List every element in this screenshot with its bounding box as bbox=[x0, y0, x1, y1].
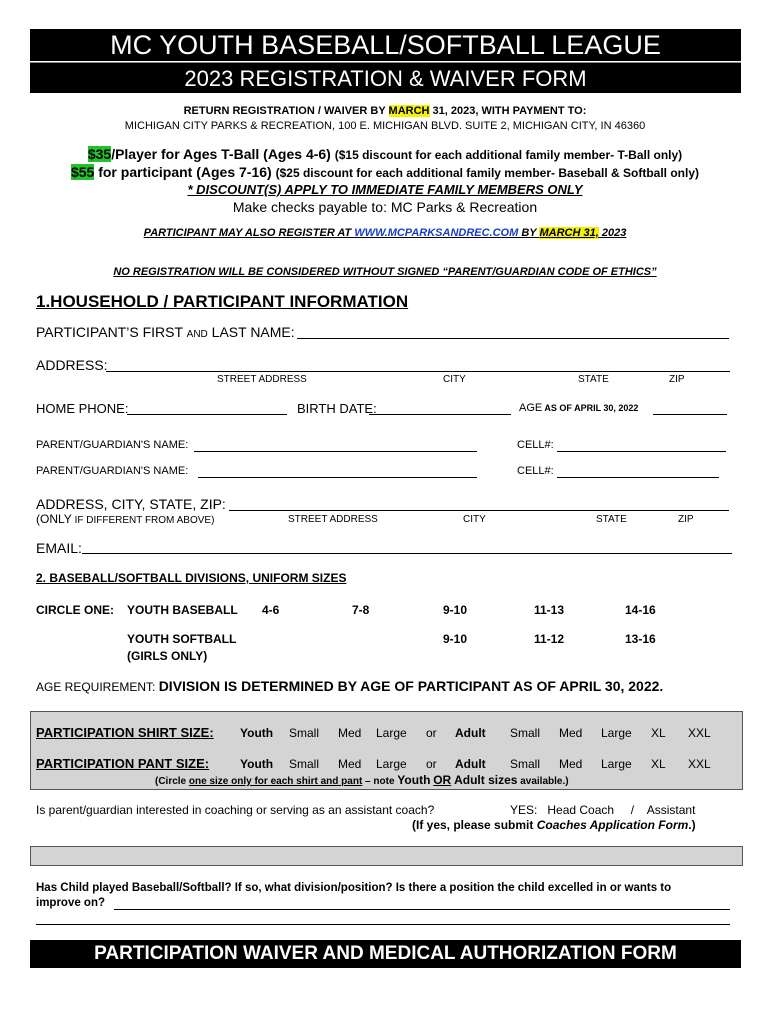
age-field[interactable] bbox=[653, 414, 727, 415]
youth-baseball-label: YOUTH BASEBALL bbox=[127, 603, 238, 617]
return-deadline: RETURN REGISTRATION / WAIVER BY MARCH 31, 2023, WITH PAYMENT TO: bbox=[183, 105, 587, 117]
divider-shaded-bar bbox=[30, 846, 743, 866]
pant-size-option[interactable]: Small bbox=[510, 757, 541, 771]
softball-division-option[interactable]: 13-16 bbox=[625, 632, 656, 646]
participant-name-field[interactable] bbox=[297, 338, 729, 339]
parent2-cell-label: CELL#: bbox=[517, 465, 554, 477]
experience-answer-field[interactable] bbox=[114, 909, 730, 910]
youth-softball-label: YOUTH SOFTBALL bbox=[127, 632, 237, 646]
shirt-size-option[interactable]: Large bbox=[601, 726, 632, 740]
pant-size-option[interactable]: Large bbox=[601, 757, 632, 771]
alt-zip-caption: ZIP bbox=[678, 514, 694, 525]
parent1-name-field[interactable] bbox=[194, 451, 477, 452]
alt-address-label: ADDRESS, CITY, STATE, ZIP: bbox=[36, 496, 226, 512]
form-title-bar bbox=[30, 29, 741, 61]
shirt-size-option[interactable]: XXL bbox=[688, 726, 711, 740]
coach-options[interactable]: YES: Head Coach / Assistant bbox=[510, 803, 696, 817]
section2-heading: 2. BASEBALL/SOFTBALL DIVISIONS, UNIFORM SIZES bbox=[36, 571, 347, 585]
shirt-adult-label: Adult bbox=[455, 726, 486, 740]
experience-answer-field-2[interactable] bbox=[36, 924, 730, 925]
girls-only-label: (GIRLS ONLY) bbox=[127, 649, 208, 663]
birth-date-label: BIRTH DATE: bbox=[297, 401, 377, 416]
ethics-notice: NO REGISTRATION WILL BE CONSIDERED WITHOUT SIGNED “PARENT/GUARDIAN CODE OF ETHICS” bbox=[113, 266, 657, 278]
pant-adult-label: Adult bbox=[455, 757, 486, 771]
shirt-size-option[interactable]: XL bbox=[651, 726, 666, 740]
parent2-name-field[interactable] bbox=[198, 477, 477, 478]
birth-date-field[interactable] bbox=[369, 414, 511, 415]
shirt-size-option[interactable]: Med bbox=[338, 726, 362, 740]
email-label: EMAIL: bbox=[36, 540, 82, 556]
coach-question: Is parent/guardian interested in coaching or serving as an assistant coach? bbox=[36, 803, 435, 817]
address-field[interactable] bbox=[106, 371, 730, 372]
online-deadline-date: MARCH 31, bbox=[539, 227, 599, 239]
shirt-or-label: or bbox=[426, 726, 437, 740]
age-requirement: AGE REQUIREMENT: DIVISION IS DETERMINED BY AGE OF PARTICIPANT AS OF APRIL 30, 2022. bbox=[36, 678, 664, 694]
participant-fee-line: $55 for participant (Ages 7-16) ($25 discount for each additional family member- Baseball & Softball only) bbox=[70, 164, 700, 180]
tball-fee-line: $35/Player for Ages T-Ball (Ages 4-6) ($15 discount for each additional family member- T-Ball only) bbox=[87, 146, 683, 162]
registration-url-link[interactable]: WWW.MCPARKSANDREC.COM bbox=[354, 227, 519, 239]
pant-size-option[interactable]: Med bbox=[559, 757, 583, 771]
size-circle-note: (Circle one size only for each shirt and pant – note Youth OR Adult sizes available.) bbox=[155, 773, 569, 787]
pant-size-option[interactable]: XXL bbox=[688, 757, 711, 771]
waiver-heading: PARTICIPATION WAIVER AND MEDICAL AUTHORIZATION FORM bbox=[94, 943, 677, 964]
alt-address-qualifier: (ONLY IF DIFFERENT FROM ABOVE) bbox=[36, 512, 215, 526]
pant-size-option[interactable]: Small bbox=[289, 757, 320, 771]
alt-city-caption: CITY bbox=[463, 514, 486, 525]
tball-price: $35 bbox=[87, 146, 112, 162]
shirt-size-option[interactable]: Small bbox=[510, 726, 541, 740]
age-label: AGE AS OF APRIL 30, 2022 bbox=[519, 402, 639, 414]
home-phone-label: HOME PHONE: bbox=[36, 401, 129, 416]
baseball-division-option[interactable]: 9-10 bbox=[443, 603, 468, 617]
experience-question: Has Child played Baseball/Softball? If so, what division/position? Is there a position the child excelled in or wants to bbox=[36, 882, 672, 894]
shirt-size-option[interactable]: Large bbox=[376, 726, 407, 740]
baseball-division-option[interactable]: 4-6 bbox=[262, 603, 280, 617]
alt-state-caption: STATE bbox=[596, 514, 627, 525]
baseball-division-option[interactable]: 11-13 bbox=[534, 603, 565, 617]
section1-heading: 1.HOUSEHOLD / PARTICIPANT INFORMATION bbox=[36, 292, 409, 311]
participant-name-label: PARTICIPANT’S FIRST AND LAST NAME: bbox=[36, 324, 295, 340]
waiver-heading-bar bbox=[30, 940, 741, 968]
baseball-division-option[interactable]: 7-8 bbox=[352, 603, 370, 617]
shirt-size-option[interactable]: Med bbox=[559, 726, 583, 740]
pant-size-option[interactable]: Large bbox=[376, 757, 407, 771]
parent2-cell-field[interactable] bbox=[557, 477, 719, 478]
return-address: MICHIGAN CITY PARKS & RECREATION, 100 E. MICHIGAN BLVD. SUITE 2, MICHIGAN CITY, IN 46360 bbox=[124, 120, 646, 132]
baseball-division-option[interactable]: 14-16 bbox=[625, 603, 656, 617]
pant-size-option[interactable]: XL bbox=[651, 757, 666, 771]
circle-one-label: CIRCLE ONE: bbox=[36, 603, 114, 617]
online-registration-note: PARTICIPANT MAY ALSO REGISTER AT WWW.MCPARKSANDREC.COM BY MARCH 31, 2023 bbox=[143, 227, 627, 239]
participant-price: $55 bbox=[70, 164, 95, 180]
parent1-name-label: PARENT/GUARDIAN'S NAME: bbox=[36, 439, 189, 451]
pant-youth-label: Youth bbox=[240, 757, 274, 771]
state-caption: STATE bbox=[578, 374, 609, 385]
shirt-youth-label: Youth bbox=[240, 726, 274, 740]
home-phone-field[interactable] bbox=[127, 414, 287, 415]
softball-division-option[interactable]: 9-10 bbox=[443, 632, 468, 646]
alt-street-caption: STREET ADDRESS bbox=[288, 514, 378, 525]
deadline-month: MARCH bbox=[388, 105, 430, 117]
improve-on-label: improve on? bbox=[36, 897, 106, 909]
address-label: ADDRESS: bbox=[36, 357, 108, 373]
softball-division-option[interactable]: 11-12 bbox=[534, 632, 565, 646]
zip-caption: ZIP bbox=[669, 374, 685, 385]
pant-size-option[interactable]: Med bbox=[338, 757, 362, 771]
email-field[interactable] bbox=[82, 553, 732, 554]
pant-size-label: PARTICIPATION PANT SIZE: bbox=[36, 756, 210, 771]
shirt-size-label: PARTICIPATION SHIRT SIZE: bbox=[36, 725, 214, 740]
parent2-name-label: PARENT/GUARDIAN'S NAME: bbox=[36, 465, 189, 477]
shirt-size-option[interactable]: Small bbox=[289, 726, 320, 740]
pant-or-label: or bbox=[426, 757, 437, 771]
parent1-cell-label: CELL#: bbox=[517, 439, 554, 451]
city-caption: CITY bbox=[443, 374, 466, 385]
checks-payable: Make checks payable to: MC Parks & Recreation bbox=[232, 199, 538, 215]
coach-application-note: (If yes, please submit Coaches Application Form.) bbox=[412, 818, 696, 832]
discount-note: * DISCOUNT(S) APPLY TO IMMEDIATE FAMILY MEMBERS ONLY bbox=[187, 182, 583, 197]
alt-address-field[interactable] bbox=[229, 510, 729, 511]
parent1-cell-field[interactable] bbox=[557, 451, 726, 452]
street-address-caption: STREET ADDRESS bbox=[217, 374, 307, 385]
form-subtitle: 2023 REGISTRATION & WAIVER FORM bbox=[184, 66, 587, 91]
form-title: MC YOUTH BASEBALL/SOFTBALL LEAGUE bbox=[110, 30, 661, 60]
form-subtitle-bar bbox=[30, 62, 741, 93]
